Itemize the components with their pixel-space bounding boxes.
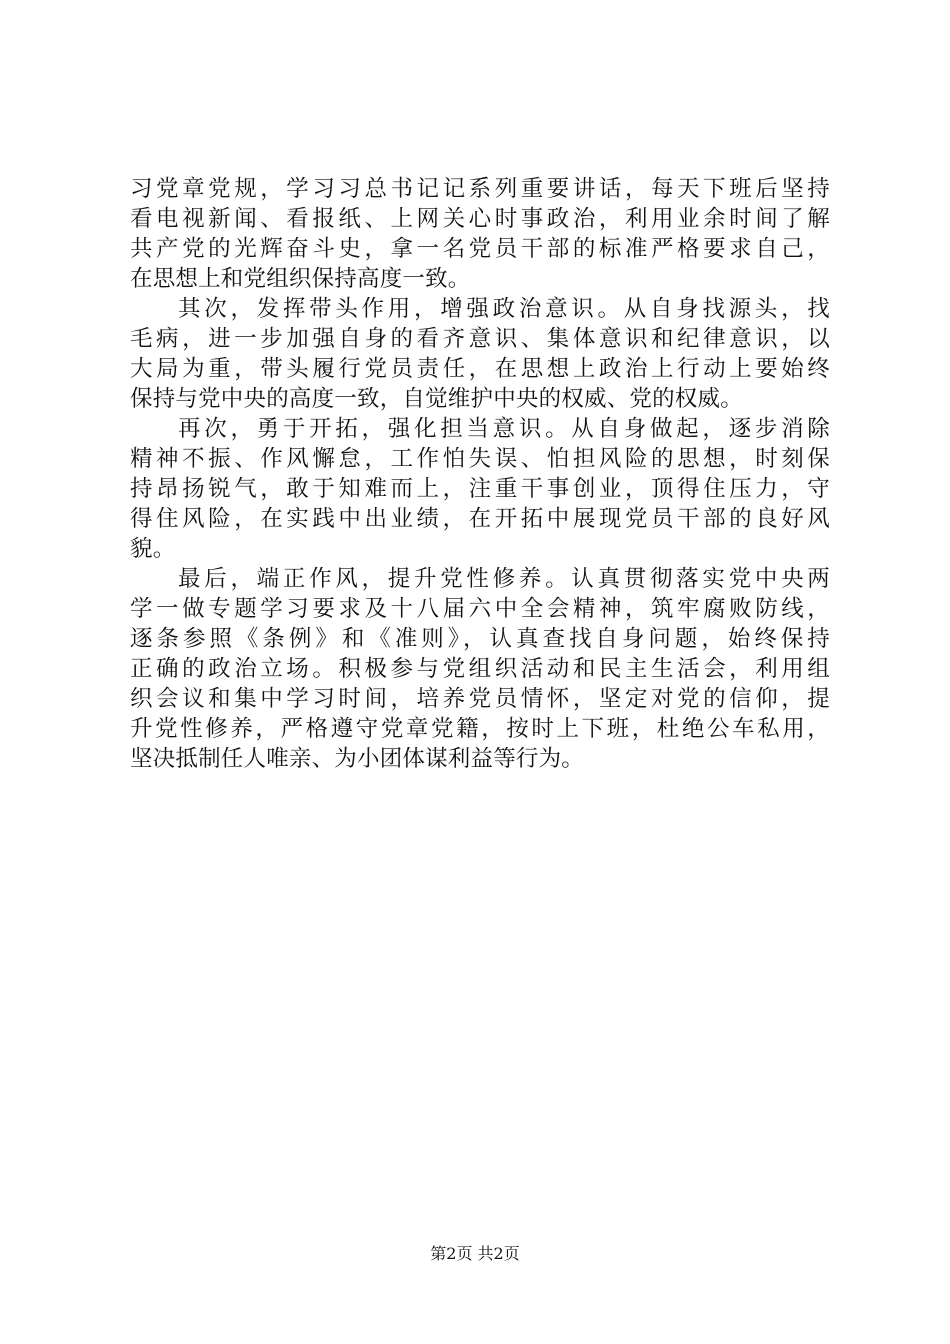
text-line: 习党章党规，学习习总书记记系列重要讲话，每天下班后坚持 bbox=[130, 176, 830, 202]
text-line: 学一做专题学习要求及十八届六中全会精神，筑牢腐败防线， bbox=[130, 596, 830, 622]
text-line: 逐条参照《条例》和《准则》，认真查找自身问题，始终保持 bbox=[130, 626, 830, 652]
text-line: 貌。 bbox=[130, 536, 176, 562]
text-line: 持昂扬锐气，敢于知难而上，注重干事创业，顶得住压力，守 bbox=[130, 476, 830, 502]
text-line: 共产党的光辉奋斗史，拿一名党员干部的标准严格要求自己， bbox=[130, 236, 830, 262]
paragraph-start-line: 再次，勇于开拓，强化担当意识。从自身做起，逐步消除 bbox=[178, 416, 830, 442]
page-footer: 第2页 共2页 bbox=[430, 1244, 520, 1263]
text-line: 大局为重，带头履行党员责任，在思想上政治上行动上要始终 bbox=[130, 356, 830, 382]
text-line: 升党性修养，严格遵守党章党籍，按时上下班，杜绝公车私用， bbox=[130, 716, 830, 742]
text-line: 得住风险，在实践中出业绩，在开拓中展现党员干部的良好风 bbox=[130, 506, 830, 532]
text-line: 毛病，进一步加强自身的看齐意识、集体意识和纪律意识，以 bbox=[130, 326, 830, 352]
paragraph-start-line: 最后，端正作风，提升党性修养。认真贯彻落实党中央两 bbox=[178, 566, 830, 592]
paragraph-start-line: 其次，发挥带头作用，增强政治意识。从自身找源头，找 bbox=[178, 296, 830, 322]
text-line: 在思想上和党组织保持高度一致。 bbox=[130, 266, 471, 292]
text-line: 精神不振、作风懈怠，工作怕失误、怕担风险的思想，时刻保 bbox=[130, 446, 830, 472]
text-line: 织会议和集中学习时间，培养党员情怀，坚定对党的信仰，提 bbox=[130, 686, 830, 712]
text-line: 坚决抵制任人唯亲、为小团体谋利益等行为。 bbox=[130, 746, 585, 772]
document-body bbox=[130, 174, 830, 774]
text-line: 正确的政治立场。积极参与党组织活动和民主生活会，利用组 bbox=[130, 656, 830, 682]
text-line: 看电视新闻、看报纸、上网关心时事政治，利用业余时间了解 bbox=[130, 206, 830, 232]
text-line: 保持与党中央的高度一致，自觉维护中央的权威、党的权威。 bbox=[130, 386, 743, 412]
